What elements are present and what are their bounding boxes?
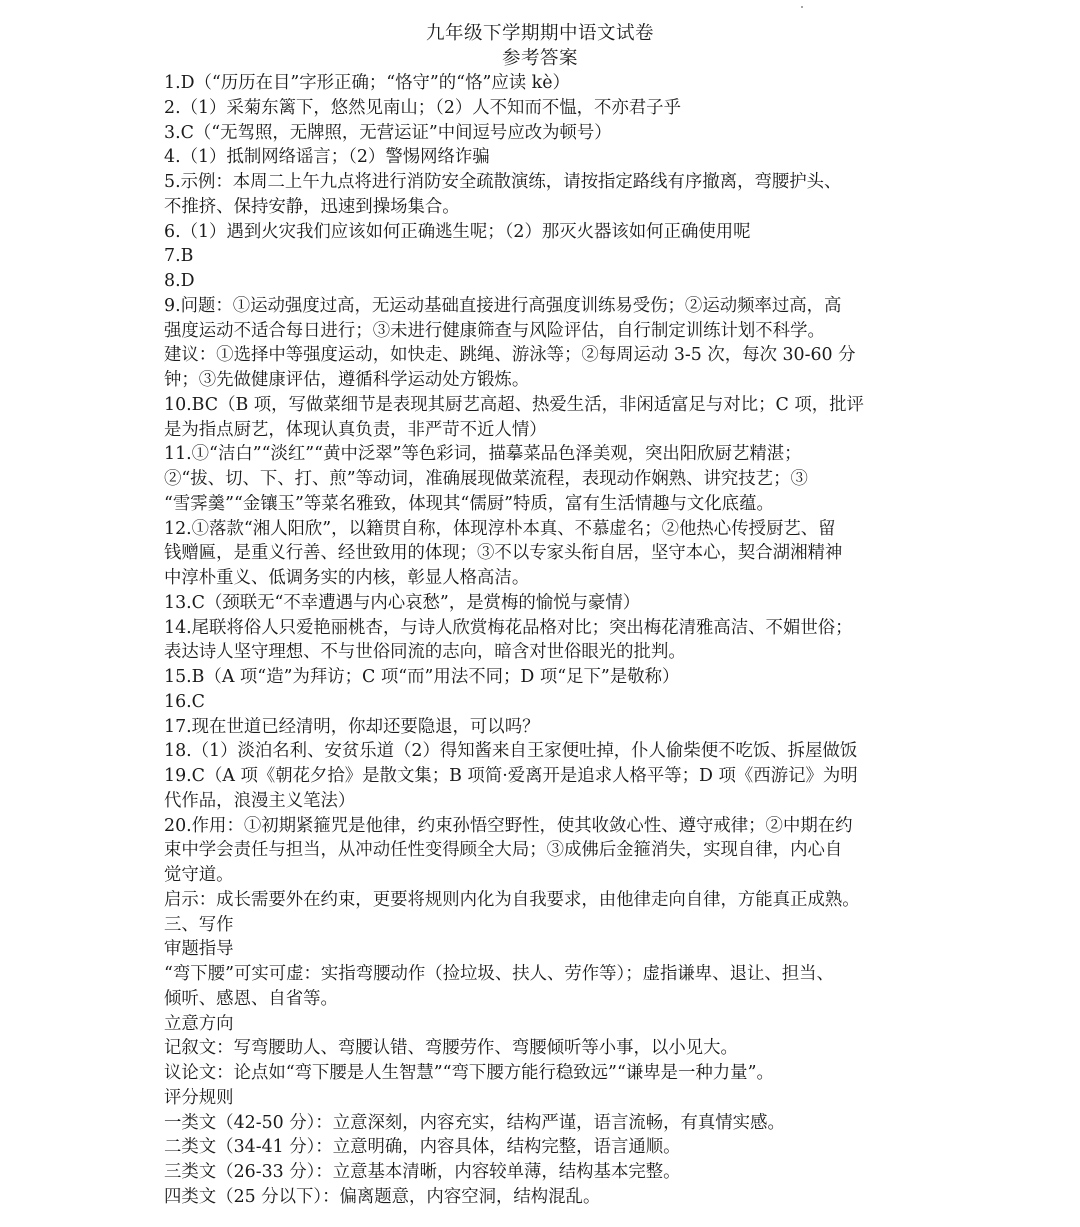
answer-line: 评分规则 <box>164 1087 234 1108</box>
answer-line: 表达诗人坚守理想、不与世俗同流的志向，暗含对世俗眼光的批判。 <box>164 642 686 663</box>
answer-line: 三类文（26-33 分）：立意基本清晰，内容较单薄，结构基本完整。 <box>164 1162 681 1182</box>
answer-line: 18.（1）淡泊名利、安贫乐道（2）得知酱来自王家便吐掉，仆人偷柴便不吃饭、拆屋做饭 <box>164 741 858 762</box>
answer-line: 11.①“洁白”“淡红”“黄中泛翠”等色彩词，描摹菜品色泽美观，突出阳欣厨艺精湛； <box>164 444 802 465</box>
answer-line: 建议：①选择中等强度运动，如快走、跳绳、游泳等；②每周运动 3-5 次，每次 30-60 分 <box>164 345 856 366</box>
answer-line: 四类文（25 分以下）：偏离题意，内容空洞，结构混乱。 <box>164 1186 601 1207</box>
answer-line: 中淳朴重义、低调务实的内核，彰显人格高洁。 <box>164 568 530 588</box>
answer-line: 倾听、感恩、自省等。 <box>164 988 338 1009</box>
answer-line: 17.现在世道已经清明，你却还要隐退，可以吗？ <box>164 716 540 737</box>
answer-line: 16.C <box>164 691 205 712</box>
answer-line: ②“拔、切、下、打、煎”等动词，准确展现做菜流程，表现动作娴熟、讲究技艺；③ <box>164 469 808 489</box>
answer-line: 19.C（A 项《朝花夕拾》是散文集；B 项简·爱离开是追求人格平等；D 项《西游记》为明 <box>164 766 858 786</box>
answer-line: 9.问题：①运动强度过高，无运动基础直接进行高强度训练易受伤；②运动频率过高，高 <box>164 295 842 316</box>
answer-line: 不推挤、保持安静，迅速到操场集合。 <box>164 196 460 217</box>
page-subtitle: 参考答案 <box>501 48 578 69</box>
answer-line: 三、写作 <box>164 914 234 935</box>
answer-line: 审题指导 <box>164 939 234 960</box>
answer-line: 12.①落款“湘人阳欣”，以籍贯自称，体现淳朴本真、不慕虚名；②他热心传授厨艺、留 <box>164 518 836 539</box>
answer-line: 是为指点厨艺，体现认真负责，非严苛不近人情） <box>164 419 547 440</box>
answer-line: 14.尾联将俗人只爱艳丽桃杏，与诗人欣赏梅花品格对比；突出梅花清雅高洁、不媚世俗； <box>164 617 853 638</box>
answer-line: 8.D <box>164 271 195 291</box>
answer-line: 1.D（“历历在目”字形正确；“恪守”的“恪”应读 kè） <box>164 73 570 93</box>
answer-line: 束中学会责任与担当，从冲动任性变得顾全大局；③成佛后金箍消失，实现自律，内心自 <box>164 840 843 861</box>
answer-line: 强度运动不适合每日进行；③未进行健康筛查与风险评估，自行制定训练计划不科学。 <box>164 320 825 341</box>
answer-line: 觉守道。 <box>164 865 234 885</box>
answer-line: 15.B（A 项“造”为拜访；C 项“而”用法不同；D 项“足下”是敬称） <box>164 667 680 687</box>
answer-line: 6.（1）遇到火灾我们应该如何正确逃生呢；（2）那灭火器该如何正确使用呢 <box>164 221 751 242</box>
scan-speck <box>801 6 803 8</box>
answer-line: 3.C（“无驾照，无牌照，无营运证”中间逗号应改为顿号） <box>164 122 612 143</box>
answer-line: 13.C（颈联无“不幸遭遇与内心哀愁”，是赏梅的愉悦与豪情） <box>164 592 641 613</box>
answer-line: 记叙文：写弯腰助人、弯腰认错、弯腰劳作、弯腰倾听等小事，以小见大。 <box>164 1038 738 1059</box>
answer-line: 钱赠匾，是重义行善、经世致用的体现；③不以专家头衔自居，坚守本心，契合湖湘精神 <box>164 543 843 564</box>
answer-body <box>164 71 920 1210</box>
answer-line: “雪霁羹”“金镶玉”等菜名雅致，体现其“儒厨”特质，富有生活情趣与文化底蕴。 <box>164 493 774 514</box>
answer-line: 代作品，浪漫主义笔法） <box>164 790 356 811</box>
answer-line: 5.示例：本周二上午九点将进行消防安全疏散演练，请按指定路线有序撤离，弯腰护头、 <box>164 172 842 192</box>
answer-line: 2.（1）采菊东篱下，悠然见南山；（2）人不知而不愠，不亦君子乎 <box>164 97 681 118</box>
answer-line: 10.BC（B 项，写做菜细节是表现其厨艺高超、热爱生活，非闲适富足与对比；C 项，批评 <box>164 394 864 415</box>
answer-line: 立意方向 <box>164 1013 234 1034</box>
answer-line: 一类文（42-50 分）：立意深刻，内容充实，结构严谨，语言流畅，有真情实感。 <box>164 1112 785 1133</box>
answer-line: 二类文（34-41 分）：立意明确，内容具体，结构完整，语言通顺。 <box>164 1137 681 1158</box>
page-title: 九年级下学期期中语文试卷 <box>425 23 654 44</box>
answer-line: 议论文：论点如“弯下腰是人生智慧”“弯下腰方能行稳致远”“谦卑是一种力量”。 <box>164 1063 774 1083</box>
answer-line: 20.作用：①初期紧箍咒是他律，约束孙悟空野性，使其收敛心性、遵守戒律；②中期在约 <box>164 815 853 836</box>
answer-line: 启示：成长需要外在约束，更要将规则内化为自我要求，由他律走向自律，方能真正成熟。 <box>164 889 860 910</box>
answer-line: 钟；③先做健康评估，遵循科学运动处方锻炼。 <box>164 370 530 390</box>
answer-line: 7.B <box>164 246 194 267</box>
answer-line: 4.（1）抵制网络谣言；（2）警惕网络诈骗 <box>164 147 490 168</box>
answer-line: “弯下腰”可实可虚：实指弯腰动作（捡垃圾、扶人、劳作等）；虚指谦卑、退让、担当、 <box>164 964 834 984</box>
